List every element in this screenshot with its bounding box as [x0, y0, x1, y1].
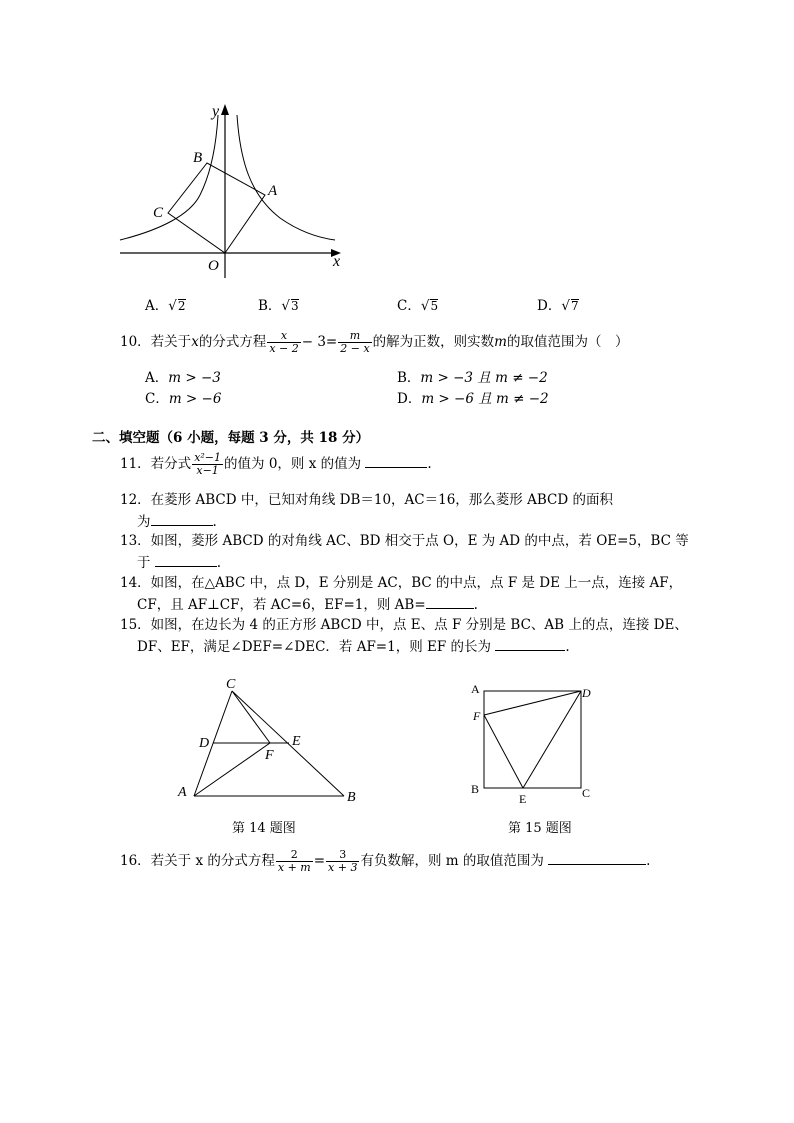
q15-line1: 15．如图，在边长为 4 的正方形 ABCD 中，点 E、点 F 分别是 BC、AB 上的点，连接 DE、: [120, 617, 688, 633]
label-f: F: [265, 748, 274, 763]
curve-right-branch: [237, 115, 335, 240]
q13-answer-blank[interactable]: [155, 553, 217, 567]
q9-option-c: C．√5: [397, 298, 439, 314]
q10-option-c: C．m > −6: [145, 391, 222, 407]
q13-line2: 于 .: [137, 555, 222, 571]
q12-answer-blank[interactable]: [151, 512, 213, 526]
q9-option-d: D．√7: [537, 298, 579, 314]
q11: 11．若分式 $\frac{\text{x²−1}}{x-1}$ 的值为 0，则 x 的值为 .: [120, 451, 432, 477]
q14-line2: CF，且 AF⊥CF，若 AC=6，EF=1，则 AB= .: [137, 597, 478, 613]
q14-answer-blank[interactable]: [426, 595, 474, 609]
q15-line2: DF、EF，满足∠DEF=∠DEC．若 AF=1，则 EF 的长为 .: [137, 639, 570, 655]
q10-option-b: B．m > −3 且 m ≠ −2: [397, 370, 548, 386]
square-oabc: [168, 163, 265, 253]
q12-line1: 12．在菱形 ABCD 中，已知对角线 DB＝10，AC＝16，那么菱形 ABCD 的面积: [120, 492, 613, 508]
label-c: C: [153, 205, 164, 221]
fig14-caption: 第 14 题图: [232, 821, 296, 836]
q13-line1: 13．如图，菱形 ABCD 的对角线 AC、BD 相交于点 O，E 为 AD 的中点，若 OE=5，BC 等: [120, 533, 689, 549]
label-o: O: [208, 258, 219, 274]
label-y: y: [212, 103, 220, 120]
q15-answer-blank[interactable]: [495, 637, 565, 651]
label-a: A: [178, 785, 187, 800]
fig15-caption: 第 15 题图: [508, 821, 572, 836]
q16-fraction-2: $\frac{3}{x + 3}$: [328, 848, 358, 874]
label-b: B: [471, 782, 480, 796]
section-2-heading: 二、填空题（6 小题，每题 3 分，共 18 分）: [92, 430, 370, 446]
figure-q14-triangle: [170, 672, 370, 812]
label-b: B: [193, 150, 203, 166]
label-d: D: [582, 686, 591, 700]
figure-q15-square: [465, 678, 600, 808]
label-a: A: [471, 682, 480, 696]
label-x: x: [333, 253, 341, 270]
q11-answer-blank[interactable]: [365, 454, 427, 468]
q16-answer-blank[interactable]: [548, 851, 646, 865]
q10-option-a: A．m > −3: [145, 370, 221, 386]
figure-q9-graph: [110, 95, 360, 285]
q10-option-d: D．m > −6 且 m ≠ −2: [397, 391, 549, 407]
q10-fraction-1: $\frac{x}{x - 2}$: [269, 329, 299, 355]
q12-line2: 为 .: [137, 514, 217, 530]
q10-fraction-2: $\frac{m}{2 - x}$: [340, 329, 370, 355]
q14-line1: 14．如图，在△ABC 中，点 D，E 分别是 AC，BC 的中点，点 F 是 DE 上一点，连接 AF，: [120, 575, 683, 591]
q9-option-a: A．√2: [145, 298, 186, 314]
y-axis-arrow: [221, 104, 229, 115]
q10-stem: 10．若关于x的分式方程 $\frac{x}{x - 2}$ − 3= $\frac{m}{2 - x}$ 的解为正数，则实数m的取值范围为（ ）: [120, 329, 629, 355]
label-e: E: [292, 734, 301, 749]
label-a: A: [268, 183, 278, 199]
curve-left-branch: [120, 115, 218, 240]
q16: 16．若关于 x 的分式方程 $\frac{2}{x + m}$ = $\frac{3}{x + 3}$ 有负数解，则 m 的取值范围为 .: [120, 848, 651, 874]
q16-fraction-1: $\frac{2}{x + m}$: [277, 848, 311, 874]
label-c: C: [226, 677, 236, 692]
q11-fraction: $\frac{\text{x²−1}}{x-1}$: [194, 451, 222, 477]
label-f: F: [473, 709, 481, 723]
label-c: C: [582, 786, 591, 800]
label-d: D: [199, 736, 210, 751]
q9-option-b: B．√3: [258, 298, 299, 314]
label-e: E: [519, 792, 527, 806]
label-b: B: [347, 790, 356, 805]
